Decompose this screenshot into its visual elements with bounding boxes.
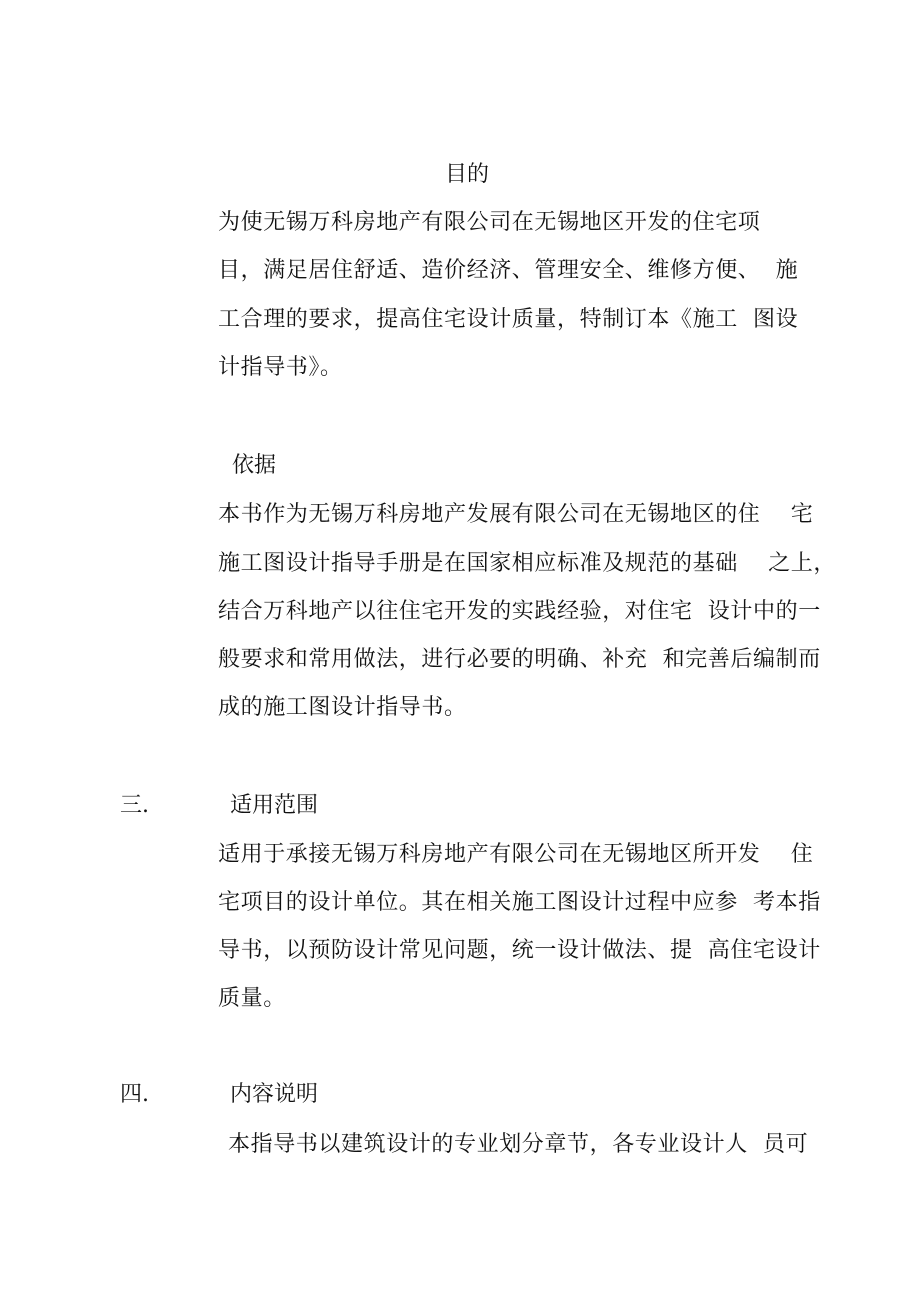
section-heading-basis: 依据 [232, 453, 277, 478]
section-heading-purpose: 目的 [445, 162, 490, 187]
paragraph-line: 结合万科地产以往住宅开发的实践经验，对住宅 设计中的一 [218, 599, 821, 624]
paragraph-line: 成的施工图设计指导书。 [218, 695, 467, 720]
paragraph-line: 适用于承接无锡万科房地产有限公司在无锡地区所开发 住 [218, 842, 814, 867]
section-number: 三. [120, 793, 149, 818]
paragraph-line: 本书作为无锡万科房地产发展有限公司在无锡地区的住 宅 [218, 502, 814, 527]
paragraph-line: 工合理的要求，提高住宅设计质量，特制订本《施工 图设 [218, 307, 799, 332]
paragraph-line: 计指导书》。 [218, 355, 343, 380]
section-heading-content: 内容说明 [230, 1082, 319, 1107]
paragraph-line: 本指导书以建筑设计的专业划分章节，各专业设计人 员可 [228, 1132, 809, 1157]
paragraph-line: 宅项目的设计单位。其在相关施工图设计过程中应参 考本指 [218, 890, 821, 915]
section-heading-scope: 适用范围 [230, 793, 319, 818]
paragraph-line: 般要求和常用做法，进行必要的明确、补充 和完善后编制而 [218, 647, 821, 672]
paragraph-line: 目，满足居住舒适、造价经济、管理安全、维修方便、 施 [218, 258, 799, 283]
section-number: 四. [120, 1082, 149, 1107]
paragraph-line: 施工图设计指导手册是在国家相应标准及规范的基础 之上， [218, 551, 836, 576]
paragraph-line: 为使无锡万科房地产有限公司在无锡地区开发的住宅项 [218, 210, 761, 235]
paragraph-line: 质量。 [218, 986, 286, 1011]
paragraph-line: 导书，以预防设计常见问题，统一设计做法、提 高住宅设计 [218, 938, 821, 963]
